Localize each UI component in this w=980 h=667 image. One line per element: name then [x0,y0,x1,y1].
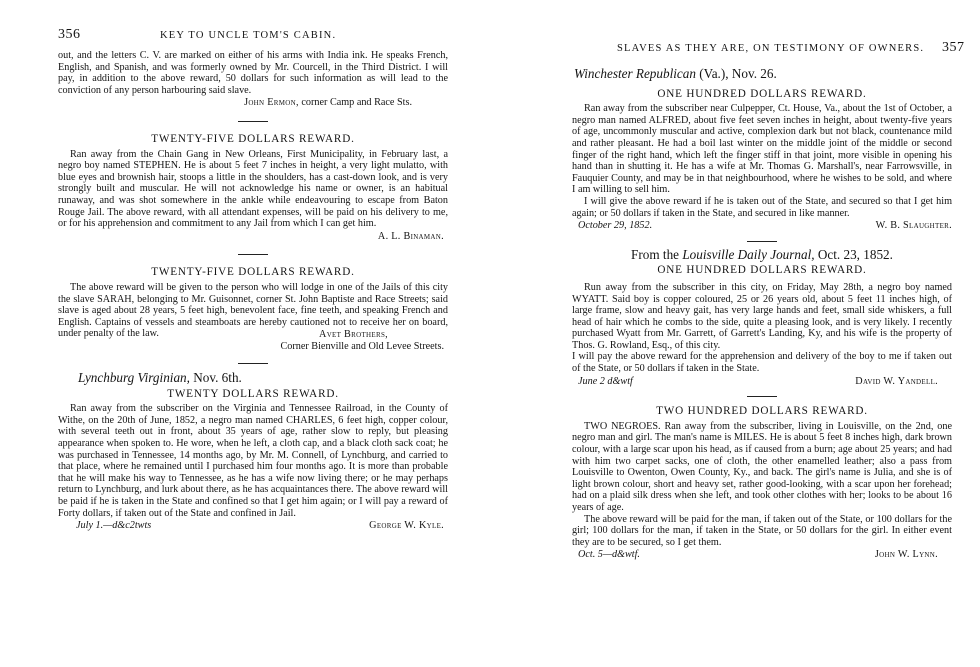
newspaper-name: Louisville Daily Journal, [682,246,815,262]
ad-text: Ran away from the subscriber near Culpepper, Ct. House, Va., about the 1st of October, a negro man named ALFRED, about five feet seven inches in height, about twenty-five years of age, uncommonly muscular and active, complexion dark but not black, countenance mild and rather pleasant. He had a boil last winter on the middle joint of the middle or second finger of the right hand, which left the finger stiff in that joint, more visible in opening his hand than in shutting it. He has a wife at Mr. Thomas G. Marshall's, near Farrowsville, in Fauquier County, and may be in that neighbourhood, where he wishes to be sold, and where I am willing to sell him. [572,103,952,196]
right-page [490,0,980,667]
ad-date: July 1.—d&c2twts [76,520,152,532]
signature-address: corner Camp and Race Sts. [301,97,412,109]
newspaper-title [78,372,448,384]
ad-text: TWO NEGROES. Ran away from the subscriber, living in Louisville, on the 2nd, one negro man and girl. The man's name is MILES. He is about 5 feet 8 inches high, dark brown colour, with a large scar upon his head, as if caused from a burn; age about 25 years; and had with him two carpet sacks, one of cloth, the other enamelled leather; also a pass from Louisville to Owenton, Owen County, Ky., and back. The girl's name is Julia, and she is of light brown colour, short and heavy set, rather good-looking, with a scar upon her forehead; had on a plaid silk dress when she left, and took other clothes with her; looks to be about 16 years of age. [572,420,952,513]
ad-heading: TWENTY DOLLARS REWARD. [167,387,339,400]
ad-dateline [572,376,952,388]
ad-text: The above reward will be paid for the man, if taken out of the State, or 100 dollars for the girl; 100 dollars for the man, if taken in the State, or 50 dollars for the girl. In either event they are to be secured, so I get them. [572,513,952,548]
newspaper-title [572,246,952,262]
newspaper-rest: (Va.), Nov. 26. [699,66,777,81]
divider [747,241,777,242]
ad-signature-address: Corner Bienville and Old Levee Streets. [280,341,444,353]
newspaper-date: Nov. 6th. [193,370,242,386]
newspaper-name: Winchester Republican [574,66,696,81]
left-column [58,50,448,532]
ad-text: Ran away from the Chain Gang in New Orleans, First Municipality, in February last, a negro boy named STEPHEN. He is about 5 feet 7 inches in height, a very light mulatto, with blue eyes and brownish hair, stoops a little in the shoulders, has a cast-down look, and is very strongly built and muscular. He will not acknowledge his name or owner, is an habitual runaway, and was shot somewhere in the ankle while endeavouring to escape from Baton Rouge Jail. The above reward, with all attendant expenses, will be paid on his delivery to me, or for his apprehension and commitment to any Jail from which I can get him. [58,148,448,230]
ad-heading: ONE HUNDRED DOLLARS REWARD. [657,87,867,100]
running-head: KEY TO UNCLE TOM'S CABIN. [160,30,337,41]
ad-signature [58,97,412,109]
ad-date: October 29, 1852. [578,220,653,232]
ad-dateline [58,520,448,532]
ad-heading: TWENTY-FIVE DOLLARS REWARD. [151,132,355,145]
divider [238,254,268,255]
ad-heading: TWENTY-FIVE DOLLARS REWARD. [151,266,355,279]
newspaper-title [574,68,952,80]
ad-signature: A. L. Binaman. [377,230,444,242]
newspaper-prefix: From the [631,246,680,262]
ad-heading: TWO HUNDRED DOLLARS REWARD. [656,405,868,418]
page-number: 356 [58,27,81,42]
ad-text: Run away from the subscriber in this city, on Friday, May 28th, a negro boy named WYATT. Said boy is copper coloured, 25 or 26 years old, about 5 feet 11 inches high, of large frame, slow and heavy gait, has very large hands and feet, small side whiskers, a full head of hair which he combs to the side, quite a pleasing look, and is very likely. I recently purchased Wyatt from Mr. Garrett, of Garrett's Landing, Ky, and his wife is the property of Thos. G. Rowland, Esq., of this city. [572,281,952,351]
ad-date: June 2 d&wtf [578,375,633,387]
ad-dateline [572,549,952,561]
ad-text: Ran away from the subscriber on the Virginia and Tennessee Railroad, in the County of Withe, on the 20th of June, 1852, a negro man named CHARLES, 6 feet high, copper colour, with several teeth out in front, about 35 years of age, rather slow to reply, but pleasing appearance when spoken to. He wore, when he left, a cloth cap, and a black cloth sack coat; he was purchased in Tennessee, 14 months ago, by Mr. M. Connell, of Lynchburg, and carried to that place, where he remained until I purchased him four months ago. It is more than probable that he will make his way to Tennessee, as he has a wife now living there; or he may perhaps return to Lynchburg, and lurk about there, as he has acquaintances there. The above reward will be paid if he is taken in the State and confined so that I get him again; or I will pay a reward of Forty dollars, if taken out of the State and confined in Jail. [58,403,448,519]
ad-continuation-text: out, and the letters C. V. are marked on either of his arms with India ink. He speaks French, English, and Spanish, and was formerly owned by Mr. Courcell, in the Third District. I will pay, in addition to the above reward, 50 dollars for such information as will lead to the conviction of any person harbouring said slave. [58,50,448,96]
ad-text: The above reward will be given to the person who will lodge in one of the Jails of this city the slave SARAH, belonging to Mr. Guisonnet, corner St. John Baptiste and Race Streets; said slave is aged about 28 years, 5 feet high, benevolent face, fine teeth, and speaking French and English. Captains of vessels and steamboats are hereby cautioned not to receive her on board, under penalty of the law. [58,281,448,340]
newspaper-rest: Oct. 23, 1852. [817,246,893,262]
divider [238,363,268,364]
newspaper-name: Lynchburg Virginian, [78,370,190,386]
ad-date: Oct. 5—d&wtf. [578,549,640,561]
ad-signature: David W. Yandell. [855,375,938,387]
ad-text: I will give the above reward if he is taken out of the State, and secured so that I get him again; or 50 dollars if taken in the State, and secured in like manner. [572,195,952,219]
ad-dateline [572,220,952,232]
ad-signature: W. B. Slaughter. [875,220,952,232]
divider [747,396,777,397]
running-head: SLAVES AS THEY ARE, ON TESTIMONY OF OWNERS. [617,43,925,54]
signature-name: John Ermon, [244,97,299,109]
ad-signature: George W. Kyle. [369,520,444,532]
page-number: 357 [942,40,965,55]
ad-text: I will pay the above reward for the apprehension and delivery of the boy to me if taken out of the State, or 50 dollars if taken in the State. [572,351,952,375]
divider [238,121,268,122]
signature-name: Avet Brothers, [319,328,388,340]
ad-heading: ONE HUNDRED DOLLARS REWARD. [657,264,867,277]
right-column [572,68,952,561]
ad-signature: John W. Lynn. [874,549,938,561]
